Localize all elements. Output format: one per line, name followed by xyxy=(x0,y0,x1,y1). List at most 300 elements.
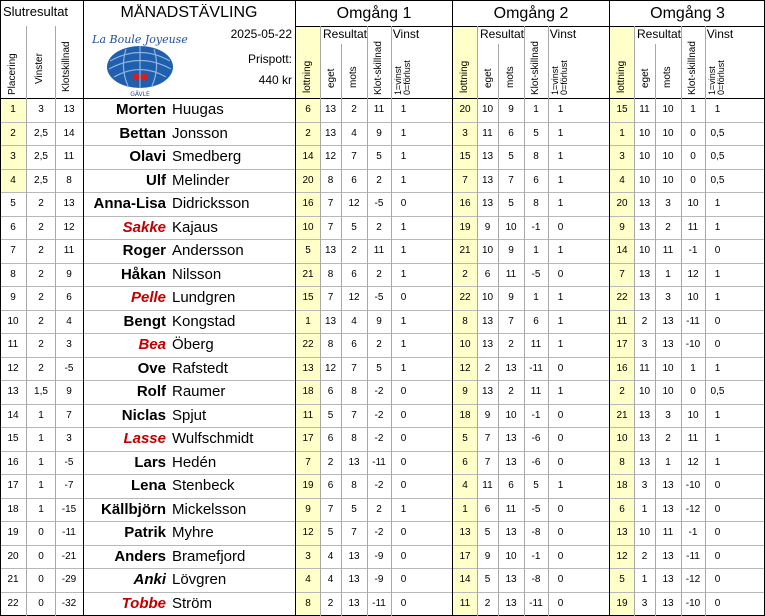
round-1-value: 2 xyxy=(376,268,382,280)
round-3-value: 11 xyxy=(687,221,699,233)
wins-cell: 1 xyxy=(38,409,44,421)
round-2-value: 13 xyxy=(481,386,494,397)
grid-line xyxy=(477,26,478,616)
round-3-value: 13 xyxy=(662,339,674,350)
round-1-value: 0 xyxy=(400,527,407,538)
round-2-value: 1 xyxy=(557,198,564,209)
round-2-value: 10 xyxy=(481,245,494,256)
first-name: Bea xyxy=(138,336,166,353)
round-2-value: 13 xyxy=(505,574,517,585)
round-2-value: 1 xyxy=(557,245,564,256)
round-1-value: 2 xyxy=(351,245,357,256)
round-2-value: 13 xyxy=(505,527,517,538)
round-2-value: 2 xyxy=(484,597,491,609)
round-1-value: 13 xyxy=(348,456,360,468)
round-1-value: 19 xyxy=(302,480,314,491)
grid-line xyxy=(0,0,765,1)
round-1-value: 1 xyxy=(400,151,407,162)
round-1-value: -2 xyxy=(374,409,384,421)
round-1-value: 7 xyxy=(327,503,334,515)
sub-mots-label: mots xyxy=(505,66,516,88)
grid-line xyxy=(0,239,765,240)
round-1-value: 0 xyxy=(400,433,407,444)
grid-line xyxy=(634,26,635,616)
round-1-value: 1 xyxy=(400,221,407,233)
last-name: Lundgren xyxy=(172,289,236,306)
wins-cell: 0 xyxy=(38,550,44,562)
round-1-value: 5 xyxy=(376,151,382,162)
round-1-value: 2 xyxy=(376,503,382,515)
round-1-value: -5 xyxy=(374,198,384,209)
round-1-value: 0 xyxy=(400,574,407,585)
slutresultat-label: Slutresultat xyxy=(3,4,69,19)
grid-line xyxy=(0,498,765,499)
diff-cell: 8 xyxy=(66,174,72,186)
round-1-value: 12 xyxy=(348,292,360,303)
round-1-value: 10 xyxy=(302,221,314,233)
round-1-value: 6 xyxy=(351,174,357,186)
round-1-value: 8 xyxy=(351,386,357,397)
placement-cell: 12 xyxy=(7,362,19,374)
round-1-value: 5 xyxy=(327,527,334,538)
last-name: Myhre xyxy=(172,524,214,541)
round-3-value: -1 xyxy=(688,245,698,256)
round-1-value: 8 xyxy=(351,480,357,491)
wins-cell: 2 xyxy=(38,268,44,280)
round-3-value: 21 xyxy=(616,409,628,421)
last-name: Jonsson xyxy=(172,124,228,142)
sub-eget-label: eget xyxy=(326,68,337,88)
grid-line xyxy=(320,26,321,616)
round-2-value: -8 xyxy=(531,574,541,585)
placement-cell: 17 xyxy=(7,480,19,491)
round-3-value: 6 xyxy=(619,503,625,515)
round-2-value: -1 xyxy=(531,409,541,421)
round-1-value: 5 xyxy=(327,409,334,421)
round-1-value: 13 xyxy=(348,574,360,585)
round-3-value: 13 xyxy=(638,409,651,421)
round-3-value: 9 xyxy=(619,221,625,233)
placement-cell: 16 xyxy=(7,456,19,468)
grid-line xyxy=(0,357,765,358)
round-2-value: -8 xyxy=(531,527,541,538)
grid-line xyxy=(0,216,765,217)
round-1-value: -2 xyxy=(374,480,384,491)
last-name: Spjut xyxy=(172,406,207,424)
round-1-value: 1 xyxy=(400,362,407,374)
round-2-value: -6 xyxy=(531,433,541,444)
first-name: Pelle xyxy=(130,289,166,306)
round-3-value: 3 xyxy=(665,198,671,209)
last-name: Hedén xyxy=(172,453,217,471)
round-1-value: 0 xyxy=(400,550,407,562)
wins-cell: 2,5 xyxy=(34,174,48,186)
grid-line xyxy=(341,44,342,616)
round-1-value: 1 xyxy=(400,127,407,139)
round-2-value: 6 xyxy=(533,315,539,327)
round-1-value: 18 xyxy=(302,386,314,397)
round-1-value: 11 xyxy=(302,409,314,421)
round-2-value: 1 xyxy=(557,292,564,303)
placement-cell: 5 xyxy=(10,198,16,209)
grid-line xyxy=(0,521,765,522)
wins-cell: 2 xyxy=(38,315,44,327)
diff-cell: 13 xyxy=(63,104,75,115)
grid-line xyxy=(0,427,765,428)
round-3-value: 0,5 xyxy=(710,151,725,162)
round-3-value: 18 xyxy=(616,480,628,491)
sub-klot-label: Klot-skillnad xyxy=(687,41,698,95)
round-1-value: 6 xyxy=(327,480,334,491)
round-1-value: 6 xyxy=(305,104,311,115)
round-2-value: 5 xyxy=(508,151,514,162)
sub-resultat-label: Resultat xyxy=(479,27,525,41)
round-3-value: 0 xyxy=(714,315,721,327)
first-name: Morten xyxy=(116,101,166,118)
round-1-value: -9 xyxy=(374,574,384,585)
round-1-value: 2 xyxy=(327,597,334,609)
round-2-value: 21 xyxy=(459,245,471,256)
round-3-value: 1 xyxy=(619,127,625,139)
wins-cell: 1 xyxy=(38,480,44,491)
round-1-value: -11 xyxy=(372,597,386,609)
round-1-value: -2 xyxy=(374,386,384,397)
round-3-value: 13 xyxy=(662,597,674,609)
round-1-value: 1 xyxy=(400,104,407,115)
grid-line xyxy=(0,263,765,264)
sub-resultat-label: Resultat xyxy=(636,27,682,41)
diff-cell: 9 xyxy=(66,268,72,280)
round-3-value: 10 xyxy=(662,386,674,397)
round-1-value: 5 xyxy=(376,362,382,374)
round-2-value: 9 xyxy=(508,245,514,256)
round-1-value: 7 xyxy=(327,221,334,233)
competition-date: 2025-05-22 xyxy=(230,27,292,41)
round-1-value: 2 xyxy=(376,221,382,233)
round-3-value: 10 xyxy=(662,151,674,162)
round-2-value: 9 xyxy=(484,221,491,233)
round-2-value: 2 xyxy=(508,386,514,397)
grid-line xyxy=(0,122,765,123)
round-3-value: -12 xyxy=(685,503,701,515)
round-3-value: 13 xyxy=(662,550,674,562)
round-2-value: 8 xyxy=(533,151,539,162)
first-name: Ove xyxy=(137,359,166,377)
round-1-value: 1 xyxy=(305,315,311,327)
last-name: Mickelsson xyxy=(172,500,247,518)
round-1-value: 0 xyxy=(400,292,407,303)
round-3-value: 0 xyxy=(714,245,721,256)
round-1-value: 6 xyxy=(351,268,357,280)
round-1-value: 7 xyxy=(327,198,334,209)
grid-line xyxy=(705,26,706,616)
last-name: Öberg xyxy=(172,336,214,353)
round-2-value: 11 xyxy=(530,386,542,397)
placement-cell: 13 xyxy=(7,386,19,397)
round-2-value: 14 xyxy=(459,574,471,585)
round-3-value: 13 xyxy=(662,503,674,515)
last-name: Wulfschmidt xyxy=(172,430,254,447)
round-2-value: 13 xyxy=(505,433,517,444)
grid-line xyxy=(0,545,765,546)
round-2-value: 11 xyxy=(482,480,493,491)
round-3-value: 1 xyxy=(690,362,696,374)
last-name: Lövgren xyxy=(172,571,227,588)
first-name: Patrik xyxy=(124,524,166,541)
diff-cell: 6 xyxy=(66,292,72,303)
round-3-value: -1 xyxy=(688,527,698,538)
placement-cell: 6 xyxy=(10,221,16,233)
round-3-value: 5 xyxy=(619,574,625,585)
round-2-value: 5 xyxy=(508,198,514,209)
diff-cell: 3 xyxy=(66,339,72,350)
round-1-value: 6 xyxy=(327,433,334,444)
round-1-value: 2 xyxy=(376,174,382,186)
sub-eget-label: eget xyxy=(640,68,651,88)
round-1-value: 20 xyxy=(302,174,314,186)
placement-cell: 2 xyxy=(10,127,16,139)
round-3-value: 10 xyxy=(638,245,651,256)
wins-cell: 0 xyxy=(38,527,44,538)
grid-line xyxy=(367,26,368,616)
sub-lottning-label: lottning xyxy=(459,60,470,93)
round-2-value: 2 xyxy=(484,362,491,374)
wins-cell: 1,5 xyxy=(34,386,48,397)
round-1-value: 7 xyxy=(351,151,357,162)
svg-text:La Boule Joyeuse: La Boule Joyeuse xyxy=(92,33,188,46)
round-2-value: 10 xyxy=(505,221,517,233)
round-3-value: 17 xyxy=(616,339,628,350)
round-2-value: 9 xyxy=(508,292,514,303)
round-1-value: 17 xyxy=(302,433,314,444)
round-1-value: 3 xyxy=(305,550,311,562)
round-3-value: 0 xyxy=(690,174,696,186)
grid-line xyxy=(0,592,765,593)
round-2-value: 17 xyxy=(459,550,471,562)
round-1-value: 4 xyxy=(305,574,311,585)
round-2-value: 1 xyxy=(557,174,564,186)
round-2-value: 0 xyxy=(557,362,564,374)
diff-cell: -5 xyxy=(64,456,74,468)
round-1-value: 6 xyxy=(327,386,334,397)
round-3-value: 10 xyxy=(662,127,674,139)
diff-cell: 7 xyxy=(66,409,72,421)
round-2-value: 20 xyxy=(459,104,471,115)
round-2-value: 9 xyxy=(508,104,514,115)
round-3-value: 11 xyxy=(639,104,650,115)
last-name: Andersson xyxy=(172,242,244,259)
placement-cell: 10 xyxy=(7,315,19,327)
round-3-value: 3 xyxy=(665,292,671,303)
round-2-value: -5 xyxy=(531,268,541,280)
round-1-value: 5 xyxy=(305,245,311,256)
round-2-value: 16 xyxy=(459,198,471,209)
round-3-value: 0,5 xyxy=(710,174,725,186)
placement-cell: 11 xyxy=(7,339,19,350)
round-2-value: 11 xyxy=(505,268,517,280)
grid-line xyxy=(609,0,610,616)
round-3-value: 1 xyxy=(714,433,721,444)
last-name: Kajaus xyxy=(172,218,218,236)
wins-cell: 2 xyxy=(38,245,44,256)
round-2-value: 0 xyxy=(557,433,564,444)
round-3-value: 3 xyxy=(665,409,671,421)
round-3-value: 11 xyxy=(616,315,628,327)
round-3-value: -10 xyxy=(685,480,701,491)
wins-cell: 2 xyxy=(38,362,44,374)
sub-vinst-label: Vinst xyxy=(392,27,420,41)
round-2-value: 2 xyxy=(508,339,514,350)
round-1-value: 4 xyxy=(327,550,334,562)
round-1-value: 0 xyxy=(400,409,407,421)
grid-line xyxy=(83,0,84,616)
wins-cell: 1 xyxy=(38,456,44,468)
sub-vinst-label: Vinst xyxy=(549,27,577,41)
placement-cell: 3 xyxy=(10,151,16,162)
round-3-value: 2 xyxy=(665,433,671,444)
grid-line xyxy=(0,169,765,170)
first-name: Anna-Lisa xyxy=(93,195,166,212)
round-3-value: 1 xyxy=(641,503,648,515)
placement-cell: 15 xyxy=(7,433,19,444)
placement-cell: 9 xyxy=(10,292,16,303)
diff-cell: -15 xyxy=(61,503,77,515)
round-3-value: 0 xyxy=(714,339,721,350)
wins-cell: 2 xyxy=(38,221,44,233)
round-3-value: 12 xyxy=(616,550,628,562)
round-1-value: 11 xyxy=(373,245,385,256)
round-3-value: 14 xyxy=(616,245,628,256)
grid-line xyxy=(452,0,453,616)
round-2-value: 7 xyxy=(508,174,514,186)
round-1-value: 5 xyxy=(351,503,357,515)
round-1-value: 21 xyxy=(302,268,314,280)
round-1-value: 4 xyxy=(351,127,357,139)
prize-label: Prispott: xyxy=(247,52,292,66)
last-name: Huugas xyxy=(172,101,224,118)
diff-cell: 11 xyxy=(63,151,75,162)
round-1-value: 6 xyxy=(351,339,357,350)
round-2-value: 4 xyxy=(462,480,468,491)
round-1-value: 9 xyxy=(376,315,382,327)
sub-lottning-label: lottning xyxy=(616,60,627,93)
round-2-value: 0 xyxy=(557,221,564,233)
round-3-value: -11 xyxy=(686,550,700,562)
round-1-value: 1 xyxy=(400,315,407,327)
grid-line xyxy=(498,44,499,616)
round-1-value: 12 xyxy=(348,198,360,209)
first-name: Bengt xyxy=(123,312,166,330)
round-1-value: 13 xyxy=(348,550,360,562)
round-3-value: 2 xyxy=(641,315,648,327)
round-2-value: 1 xyxy=(557,315,564,327)
round-3-value: 13 xyxy=(662,480,674,491)
round-2-value: 13 xyxy=(505,456,517,468)
round-2-value: 0 xyxy=(557,268,564,280)
round-2-value: 15 xyxy=(459,151,471,162)
col-placering-label: Placering xyxy=(7,53,18,95)
round-1-value: 7 xyxy=(305,456,311,468)
round-3-value: 13 xyxy=(638,456,651,468)
round-1-value: 13 xyxy=(324,315,337,327)
diff-cell: 4 xyxy=(66,315,72,327)
round-3-value: 10 xyxy=(638,386,651,397)
round-2-value: 6 xyxy=(462,456,468,468)
round-1-value: 15 xyxy=(302,292,314,303)
round-2-value: 5 xyxy=(533,480,539,491)
round-2-value: 19 xyxy=(459,221,471,233)
round-3-value: 2 xyxy=(665,221,671,233)
round-3-value: 10 xyxy=(687,292,699,303)
round-2-value: 9 xyxy=(484,550,491,562)
round-1-value: 2 xyxy=(327,456,334,468)
last-name: Ström xyxy=(172,594,213,612)
round-2-value: 18 xyxy=(459,409,471,421)
round-2-value: 0 xyxy=(557,574,564,585)
round-1-value: 4 xyxy=(351,315,357,327)
first-name: Olavi xyxy=(129,148,166,165)
round-3-value: 13 xyxy=(662,574,674,585)
round-2-value: -1 xyxy=(531,221,541,233)
sub-klot-label: Klot-skillnad xyxy=(530,41,541,95)
round-2-title: Omgång 2 xyxy=(493,5,569,22)
round-3-value: 1 xyxy=(714,221,721,233)
prize-value: 440 kr xyxy=(258,73,292,87)
round-2-value: 0 xyxy=(557,597,564,609)
round-3-value: 1 xyxy=(714,362,721,374)
round-3-value: 0,5 xyxy=(710,386,725,397)
round-3-value: 0 xyxy=(714,527,721,538)
round-1-value: 12 xyxy=(324,151,337,162)
sub-resultat-label: Resultat xyxy=(322,27,368,41)
round-1-value: 7 xyxy=(327,292,334,303)
wins-cell: 0 xyxy=(38,597,44,609)
round-2-value: 10 xyxy=(459,339,471,350)
round-3-value: 0 xyxy=(714,574,721,585)
round-2-value: 3 xyxy=(462,127,468,139)
round-3-value: 20 xyxy=(616,198,628,209)
round-1-value: 8 xyxy=(327,268,334,280)
round-2-value: 5 xyxy=(484,574,491,585)
first-name: Anders xyxy=(114,547,166,565)
round-1-value: 1 xyxy=(400,268,407,280)
grid-line xyxy=(0,568,765,569)
first-name: Roger xyxy=(122,242,166,259)
sub-vinst-note: 1=vinst 0=förlust xyxy=(707,60,726,95)
placement-cell: 8 xyxy=(10,268,16,280)
club-logo xyxy=(84,26,196,98)
round-2-value: 6 xyxy=(508,480,514,491)
round-3-value: 1 xyxy=(690,104,696,115)
grid-line xyxy=(0,380,765,381)
first-name: Lasse xyxy=(123,430,166,447)
round-3-value: 2 xyxy=(619,386,625,397)
first-name: Källbjörn xyxy=(100,500,166,518)
round-1-value: -11 xyxy=(372,456,386,468)
grid-line xyxy=(655,44,656,616)
round-1-value: 8 xyxy=(327,339,334,350)
first-name: Bettan xyxy=(119,124,166,142)
round-2-value: 1 xyxy=(557,386,564,397)
sub-klot-label: Klot-skillnad xyxy=(373,41,384,95)
last-name: Smedberg xyxy=(172,148,242,165)
round-2-value: -5 xyxy=(531,503,541,515)
round-3-value: 0 xyxy=(690,151,696,162)
round-2-value: 8 xyxy=(462,315,468,327)
last-name: Rafstedt xyxy=(172,359,228,377)
round-3-value: 3 xyxy=(641,480,648,491)
diff-cell: 14 xyxy=(63,127,75,139)
